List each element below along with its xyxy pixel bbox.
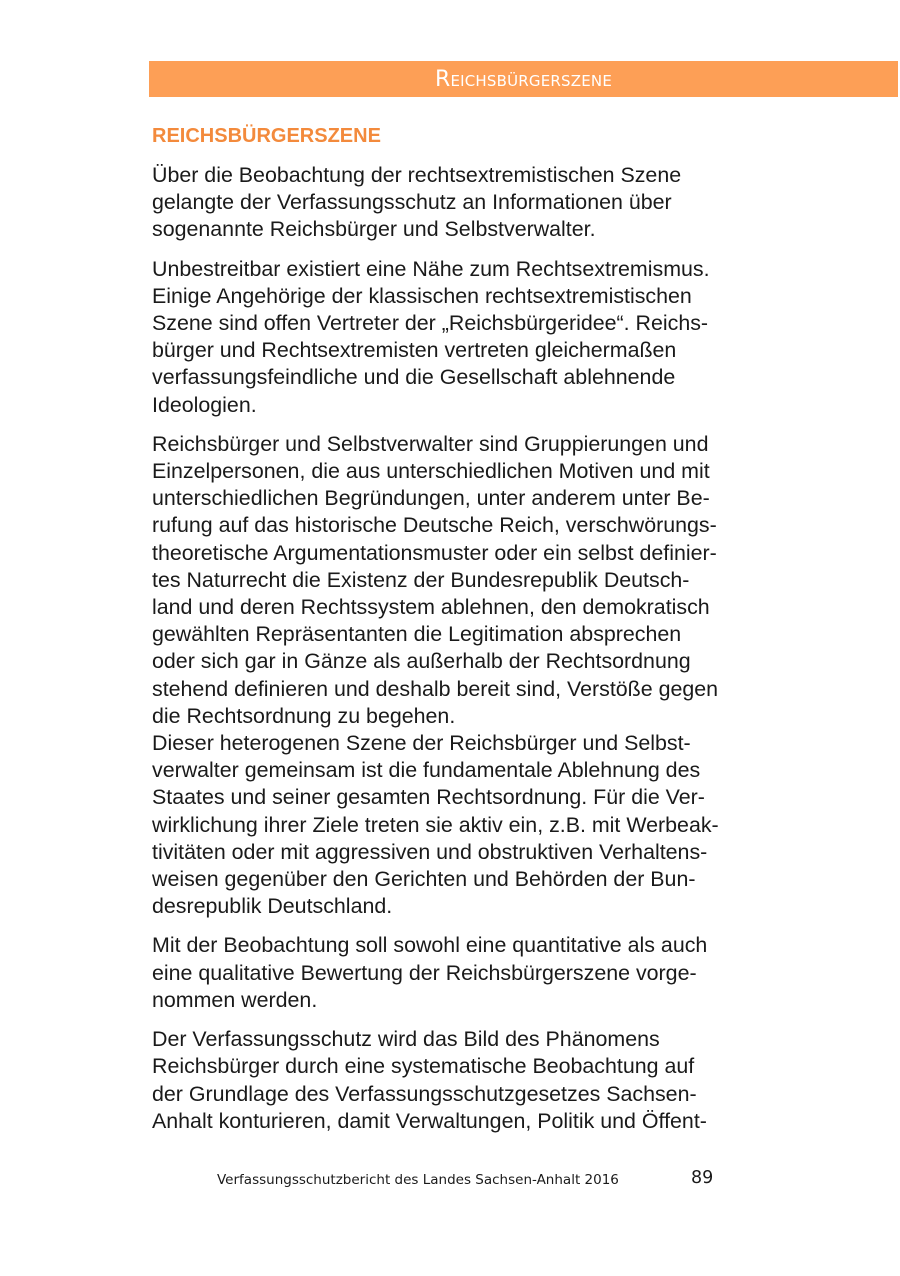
- paragraph: Über die Beobachtung der rechtsextremistischen Szene gelangte der Verfassungsschutz an Informationen über sogenannte Reichsbürger und Selbstverwalter.: [152, 163, 682, 242]
- footer-publication-title: Verfassungsschutzbericht des Landes Sachsen-Anhalt 2016: [217, 1172, 619, 1188]
- section-heading: REICHSBÜRGERSZENE: [152, 125, 381, 147]
- paragraph: Mit der Beobachtung soll sowohl eine quantitative als auch eine qualitative Bewertung der Reichsbürgerszene vorge- nommen werden.: [152, 933, 708, 1012]
- page-footer: [0, 1168, 900, 1194]
- paragraph: Dieser heterogenen Szene der Reichsbürger und Selbst- verwalter gemeinsam ist die fundamentale Ablehnung des Staates und seiner gesamten Rechtsordnung. Für die Ver- wirklichung ihrer Ziele treten sie aktiv ein, z.B. mit Werbeak- tivitäten oder mit aggressiven und obstruktiven Verhaltens- weisen gegenüber den Gerichten und Behörden der Bun- desrepublik Deutschland.: [152, 731, 719, 919]
- paragraph: Unbestreitbar existiert eine Nähe zum Rechtsextremismus. Einige Angehörige der klassischen rechtsextremistischen Szene sind offen Vertreter der „Reichsbürgeridee“. Reichs- bürger und Rechtsextremisten vertreten gleichermaßen verfassungsfeindliche und die Gesellschaft ablehnende Ideologien.: [152, 256, 710, 417]
- paragraph: Reichsbürger und Selbstverwalter sind Gruppierungen und Einzelpersonen, die aus unterschiedlichen Motiven und mit unterschiedlichen Begründungen, unter anderem unter Be- rufung auf das historische Deutsche Reich, verschwörungs- theoretische Argumentationsmuster oder ein selbst definier- tes Naturrecht die Existenz der Bundesrepublik Deutsch- land und deren Rechtssystem ablehnen, den demokratisch gewählten Repräsentanten die Legitimation absprechen oder sich gar in Gänze als außerhalb der Rechtsordnung stehend definieren und deshalb bereit sind, Verstöße gegen die Rechtsordnung zu begehen.: [152, 431, 719, 728]
- page-number: 89: [691, 1168, 714, 1188]
- page-body: [152, 118, 782, 1147]
- running-header-bar: [149, 61, 898, 97]
- paragraph: Der Verfassungsschutz wird das Bild des Phänomens Reichsbürger durch eine systematische Beobachtung auf der Grundlage des Verfassungsschutzgesetzes Sachsen- Anhalt konturieren, damit Verwaltungen, Politik und Öffent-: [152, 1027, 707, 1133]
- running-header-title: Reichsbürgerszene: [434, 67, 613, 92]
